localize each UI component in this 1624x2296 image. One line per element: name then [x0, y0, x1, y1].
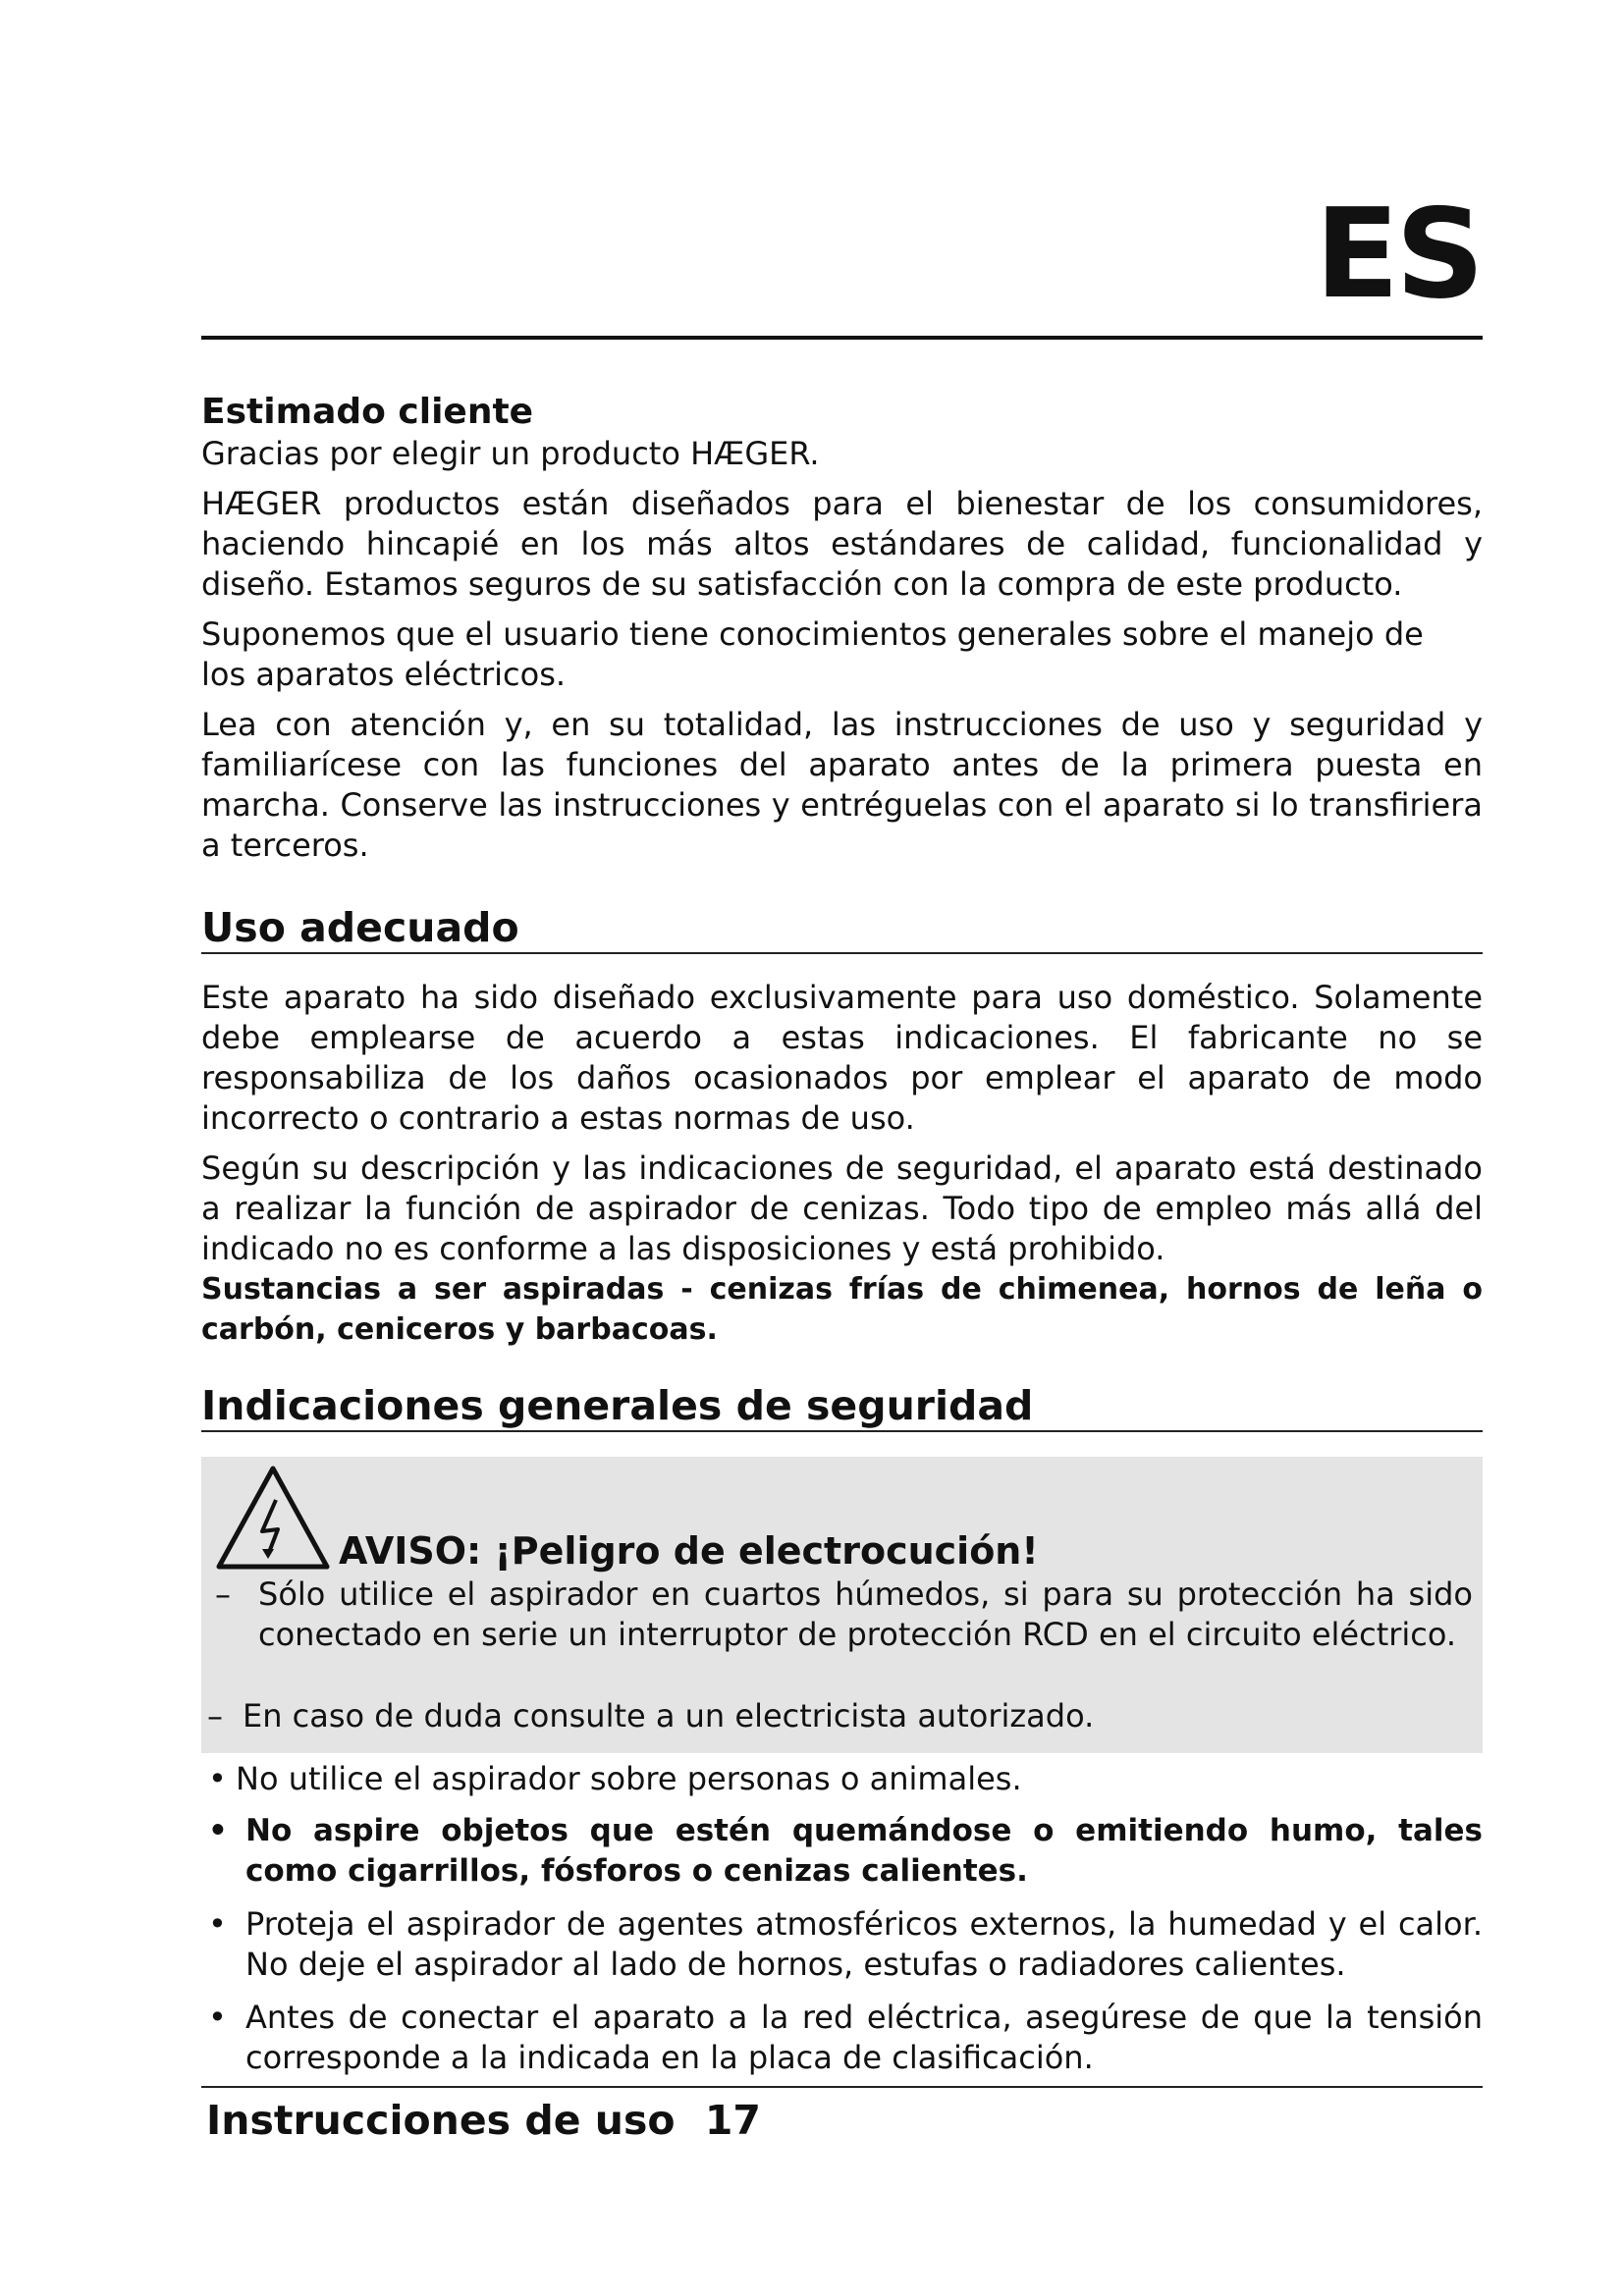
footer-rule [201, 2086, 1483, 2088]
bullet-item [208, 1759, 1473, 1799]
bullet-mark: • [208, 1760, 227, 1797]
section-title: Indicaciones generales de seguridad [201, 1382, 1034, 1429]
section-rule [201, 1430, 1483, 1432]
bullet-text: Antes de conectar el aparato a la red eléctrica, asegúrese de que la tensión corresponde a la indicada en la placa de clasificación. [245, 1999, 1483, 2076]
bullet-mark: • [208, 1999, 227, 2036]
bullet-mark: • [208, 1813, 228, 1848]
dash-mark: – [215, 1575, 231, 1613]
bullet-text: No utilice el aspirador sobre personas o animales. [236, 1760, 1022, 1797]
paragraph: Lea con atención y, en su totalidad, las instrucciones de uso y seguridad y familiarícese con las funciones del aparato antes de la primera puesta en marcha. Conserve las instrucciones y entréguelas con el aparato si lo transfiriera a terceros. [201, 706, 1483, 864]
warning-item [207, 1696, 1470, 1736]
bullet-item [208, 1811, 1483, 1892]
warning-item-text: Sólo utilice el aspirador en cuartos húmedos, si para su protección ha sido conectado en serie un interruptor de protección RCD en el circuito eléctrico. [258, 1575, 1473, 1653]
paragraph: Este aparato ha sido diseñado exclusivamente para uso doméstico. Solamente debe emplearse de acuerdo a estas indicaciones. El fabricante no se responsabiliza de los daños ocasionados por emplear el aparato de modo incorrecto o contrario a estas normas de uso. [201, 979, 1483, 1137]
footer-label: Instrucciones de uso [206, 2097, 676, 2144]
header-rule [201, 336, 1483, 340]
warning-item-text: En caso de duda consulte a un electricista autorizado. [243, 1697, 1095, 1735]
paragraph: HÆGER productos están diseñados para el bienestar de los consumidores, haciendo hincapié en los más altos estándares de calidad, funcionalidad y diseño. Estamos seguros de su satisfacción con la compra de este producto. [201, 485, 1483, 603]
section-rule [201, 952, 1483, 954]
bullet-mark: • [208, 1905, 227, 1943]
bullet-text: No aspire objetos que estén quemándose o emitiendo humo, tales como cigarrillos, fósforos o cenizas calientes. [245, 1813, 1483, 1889]
language-code: ES [1315, 182, 1481, 326]
section-estimado-cliente [201, 392, 1483, 866]
section-title: Estimado cliente [201, 392, 534, 432]
paragraph: Gracias por elegir un producto HÆGER. [201, 435, 820, 472]
section-title: Uso adecuado [201, 904, 519, 951]
section-seguridad [201, 1382, 1483, 1432]
paragraph-bold: Sustancias a ser aspiradas - cenizas frías de chimenea, hornos de leña o carbón, ceniceros y barbacoas. [201, 1272, 1483, 1347]
bullet-text: Proteja el aspirador de agentes atmosféricos externos, la humedad y el calor. No deje el aspirador al lado de hornos, estufas o radiadores calientes. [245, 1905, 1483, 1983]
footer [206, 2097, 761, 2144]
page-number: 17 [704, 2097, 761, 2144]
warning-item [215, 1575, 1473, 1655]
bullet-item [208, 1904, 1483, 1985]
section-uso-adecuado [201, 904, 1483, 1350]
paragraph: Suponemos que el usuario tiene conocimientos generales sobre el manejo de los aparatos eléctricos. [201, 615, 1424, 693]
dash-mark: – [207, 1697, 223, 1735]
bullet-item [208, 1998, 1483, 2078]
warning-title: AVISO: ¡Peligro de electrocución! [339, 1529, 1039, 1573]
electric-hazard-icon [215, 1465, 331, 1571]
paragraph: Según su descripción y las indicaciones de seguridad, el aparato está destinado a realizar la función de aspirador de cenizas. Todo tipo de empleo más allá del indicado no es conforme a las disposiciones y está prohibido. [201, 1149, 1483, 1267]
warning-box [201, 1457, 1483, 1753]
